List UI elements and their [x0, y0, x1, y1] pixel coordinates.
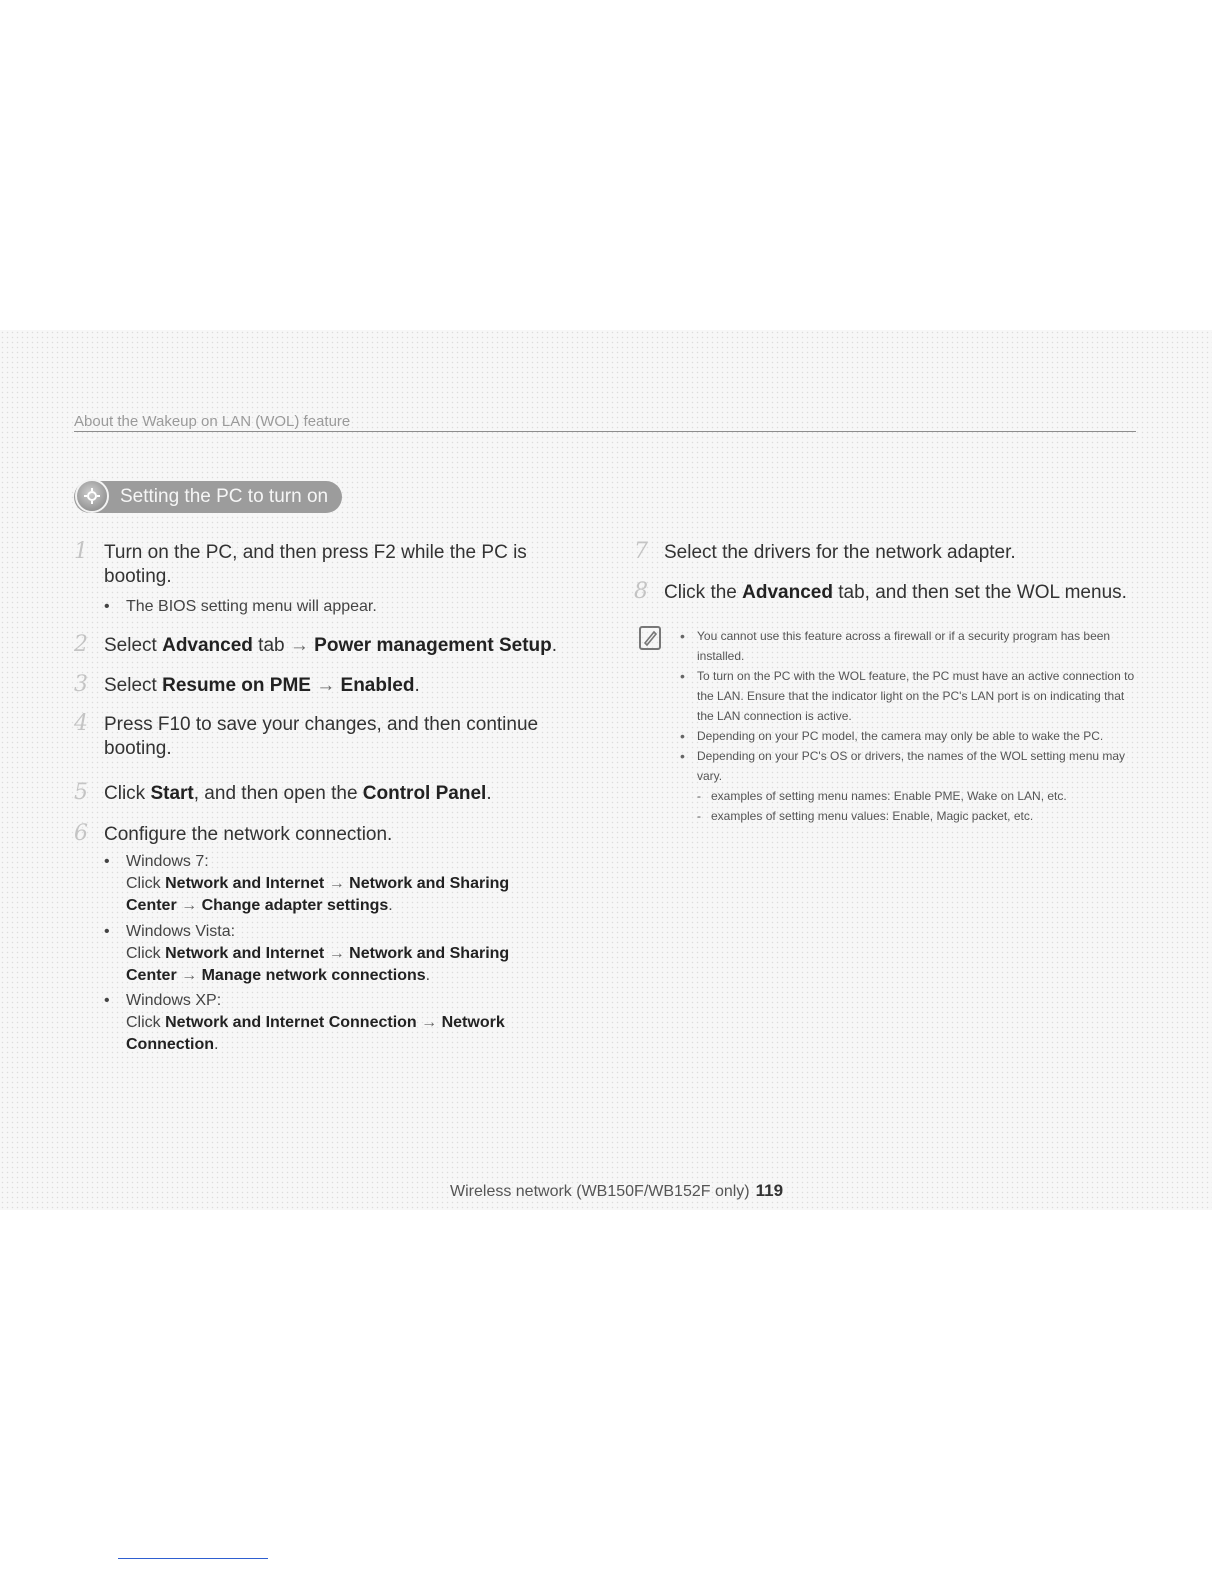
windows-vista-instructions: • Windows Vista: Click Network and Internet → Network and Sharing Center → Manage network connections.: [104, 923, 510, 984]
windows-xp-instructions: • Windows XP: Click Network and Internet Connection → Network Connection.: [104, 992, 505, 1053]
note-box: [627, 614, 1143, 844]
note-example: - examples of setting menu values: Enable, Magic packet, etc.: [697, 809, 1034, 823]
note-item: • Depending on your PC's OS or drivers, the names of the WOL setting menu may vary.: [680, 748, 1126, 783]
step-3: 3 Select Resume on PME → Enabled.: [74, 672, 420, 697]
step-number: 5: [74, 780, 88, 805]
step-4: [74, 711, 544, 761]
settings-icon: [75, 479, 109, 513]
step-text: Select the drivers for the network adapter.: [664, 542, 1016, 563]
step-text: Press F10 to save your changes, and then continue booting.: [104, 714, 539, 759]
note-item: • You cannot use this feature across a firewall or if a security program has been installed.: [680, 628, 1111, 663]
note-example: - examples of setting menu names: Enable PME, Wake on LAN, etc.: [697, 789, 1067, 803]
section-heading: [74, 481, 342, 513]
step-number: 2: [74, 632, 88, 657]
step-6: [74, 821, 574, 847]
note-list: [680, 626, 1137, 826]
windows-7-instructions: • Windows 7: Click Network and Internet → Network and Sharing Center → Change adapter settings.: [104, 853, 510, 914]
scan-artifact-line: [118, 1558, 268, 1559]
step-text: Turn on the PC, and then press F2 while the PC is booting.: [104, 542, 527, 587]
step-number: 1: [74, 539, 88, 564]
note-item: • Depending on your PC model, the camera may only be able to wake the PC.: [680, 728, 1104, 744]
bullet-text: The BIOS setting menu will appear.: [126, 598, 377, 615]
step-text: Configure the network connection.: [104, 824, 393, 845]
header-rule: [74, 431, 1136, 432]
step-1-bullet: • The BIOS setting menu will appear.: [104, 598, 377, 615]
step-number: 4: [74, 711, 88, 736]
page-number: 119: [755, 1181, 784, 1200]
step-number: 8: [634, 579, 648, 604]
step-2: 2 Select Advanced tab → Power management Setup.: [74, 632, 558, 657]
footer-section: Wireless network (WB150F/WB152F only): [450, 1183, 750, 1200]
note-pencil-icon: [639, 626, 661, 650]
step-1: [74, 539, 534, 589]
step-number: 7: [634, 539, 648, 564]
step-7: [634, 539, 1144, 565]
step-5: 5 Click Start, and then open the Control Panel.: [74, 780, 492, 805]
page-footer: [450, 1181, 783, 1201]
note-item: • To turn on the PC with the WOL feature, the PC must have an active connection to the LAN. Ensure that the indicator light on the PC's LAN port is on indicating that the LAN connection is active.: [680, 668, 1135, 723]
section-title: Setting the PC to turn on: [120, 486, 329, 507]
step-number: 6: [74, 821, 88, 846]
step-8: 8 Click the Advanced tab, and then set the WOL menus.: [634, 579, 1127, 604]
running-header: About the Wakeup on LAN (WOL) feature: [74, 413, 351, 430]
step-number: 3: [74, 672, 88, 697]
